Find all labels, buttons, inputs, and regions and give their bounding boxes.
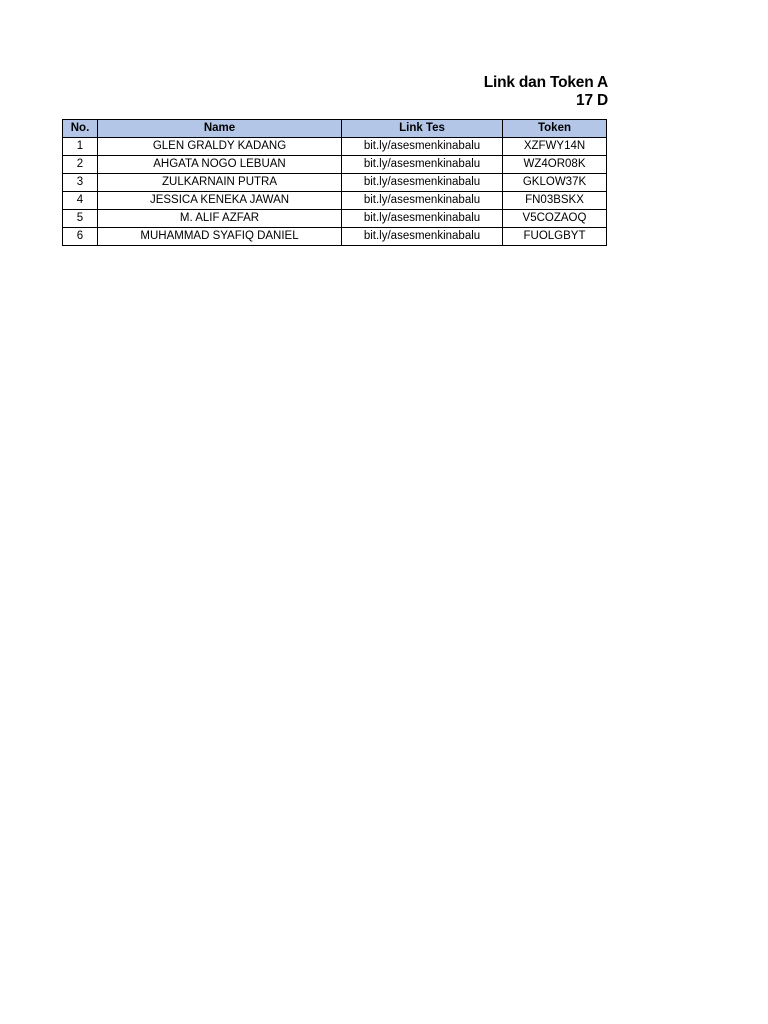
cell-no: 5 xyxy=(63,210,98,228)
cell-link: bit.ly/asesmenkinabalu xyxy=(342,228,503,246)
cell-link: bit.ly/asesmenkinabalu xyxy=(342,210,503,228)
header-link: Link Tes xyxy=(342,120,503,138)
cell-link: bit.ly/asesmenkinabalu xyxy=(342,156,503,174)
cell-token: GKLOW37K xyxy=(503,174,607,192)
cell-link: bit.ly/asesmenkinabalu xyxy=(342,138,503,156)
cell-no: 3 xyxy=(63,174,98,192)
cell-token: FUOLGBYT xyxy=(503,228,607,246)
cell-no: 6 xyxy=(63,228,98,246)
table-row xyxy=(63,210,607,228)
cell-token: FN03BSKX xyxy=(503,192,607,210)
cell-link: bit.ly/asesmenkinabalu xyxy=(342,174,503,192)
table-row xyxy=(63,174,607,192)
cell-no: 4 xyxy=(63,192,98,210)
document-title xyxy=(380,74,608,110)
header-name: Name xyxy=(98,120,342,138)
cell-token: V5COZAOQ xyxy=(503,210,607,228)
title-line-2: 17 D xyxy=(576,92,608,109)
cell-name: M. ALIF AZFAR xyxy=(98,210,342,228)
cell-name: JESSICA KENEKA JAWAN xyxy=(98,192,342,210)
header-no: No. xyxy=(63,120,98,138)
cell-name: MUHAMMAD SYAFIQ DANIEL xyxy=(98,228,342,246)
cell-no: 2 xyxy=(63,156,98,174)
cell-token: WZ4OR08K xyxy=(503,156,607,174)
table-header-row xyxy=(63,120,607,138)
cell-name: AHGATA NOGO LEBUAN xyxy=(98,156,342,174)
token-table xyxy=(62,119,607,246)
table-row xyxy=(63,138,607,156)
cell-token: XZFWY14N xyxy=(503,138,607,156)
cell-no: 1 xyxy=(63,138,98,156)
table-row xyxy=(63,192,607,210)
table-row xyxy=(63,228,607,246)
cell-name: GLEN GRALDY KADANG xyxy=(98,138,342,156)
cell-link: bit.ly/asesmenkinabalu xyxy=(342,192,503,210)
header-token: Token xyxy=(503,120,607,138)
cell-name: ZULKARNAIN PUTRA xyxy=(98,174,342,192)
title-line-1: Link dan Token A xyxy=(483,74,608,91)
table-row xyxy=(63,156,607,174)
